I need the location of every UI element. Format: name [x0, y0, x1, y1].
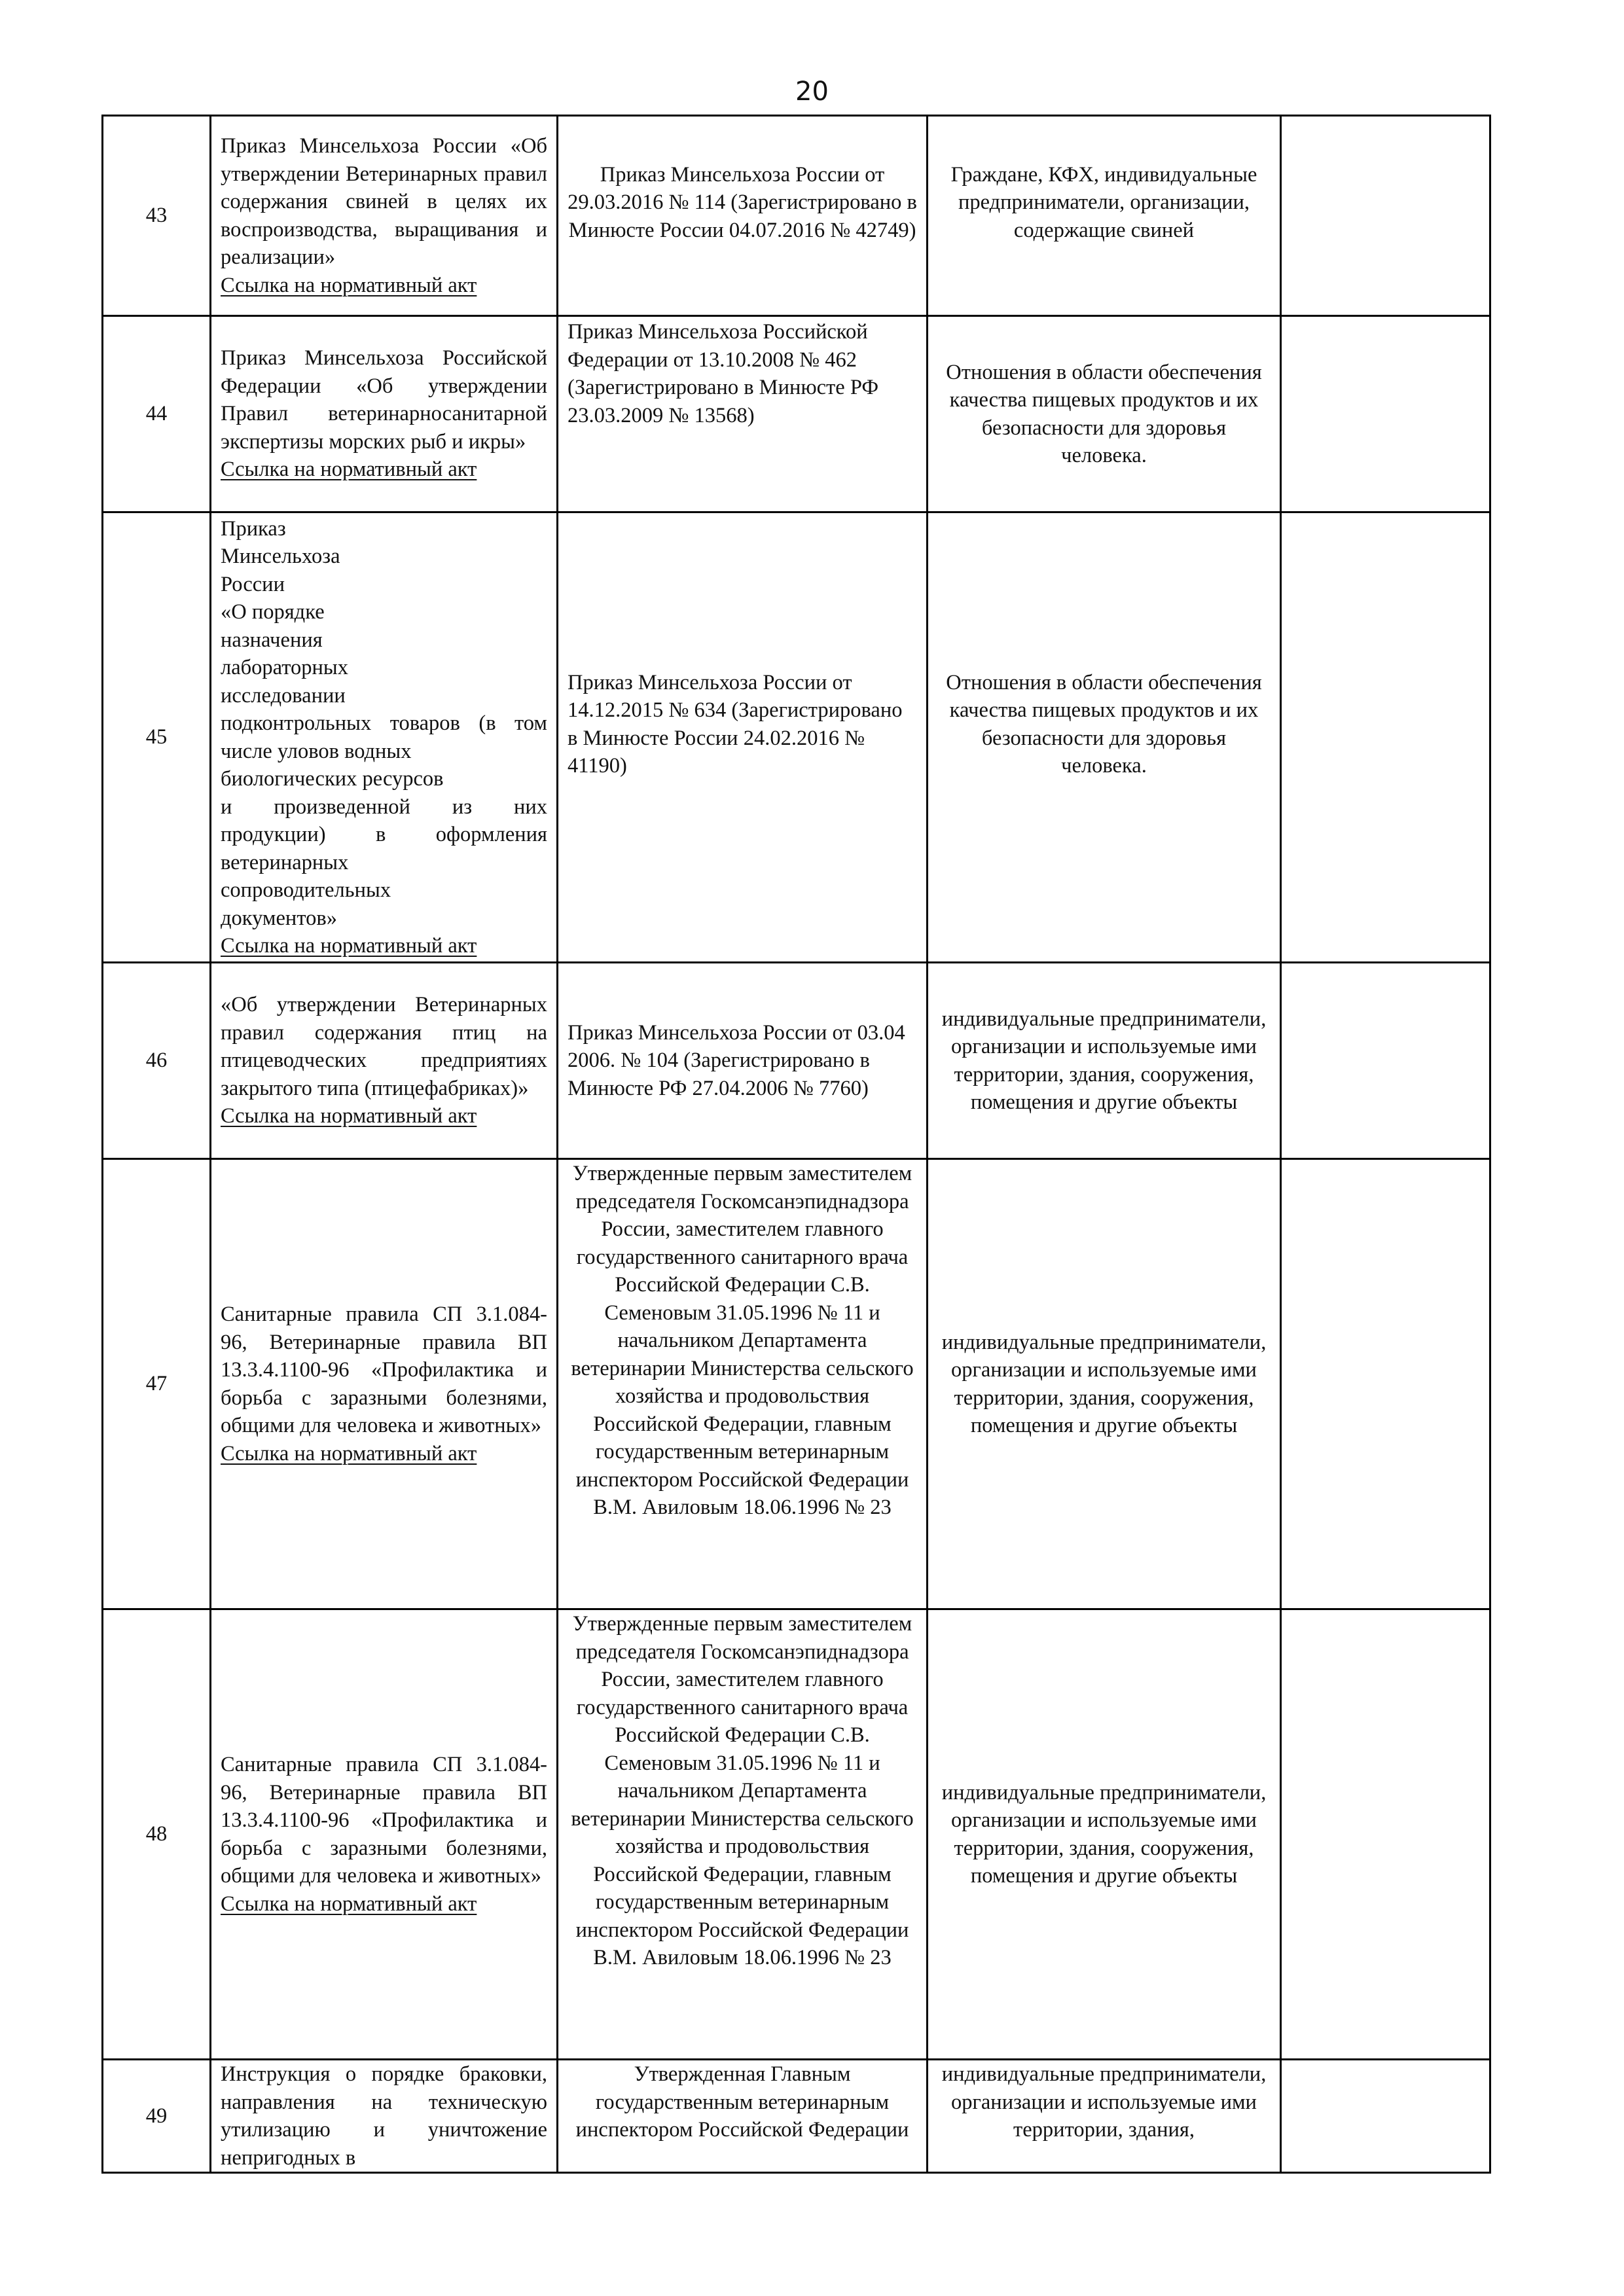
act-extra: [1281, 1609, 1490, 2060]
act-name-cell: [211, 963, 558, 1159]
table-row: [103, 963, 1490, 1159]
act-name: «Об утверждении Ветеринарных правил содержания птиц на птицеводческих предприятиях закрытого типа (птицефабриках)»: [221, 993, 547, 1100]
act-extra: [1281, 1159, 1490, 1609]
row-number: 49: [103, 2060, 211, 2173]
act-link[interactable]: Ссылка на нормативный акт: [221, 1104, 477, 1128]
act-link[interactable]: Ссылка на нормативный акт: [221, 934, 477, 958]
act-requisites: Утвержденные первым заместителем председателя Госкомсанэпиднадзора России, заместителем главного государственного санитарного врача Российской Федерации С.В. Семеновым 31.05.1996 № 11 и начальником Департамента ветеринарии Министерства сельского хозяйства и продовольствия Российской Федерации, главным государственным ветеринарным инспектором Российской Федерации В.М. Авиловым 18.06.1996 № 23: [558, 1609, 928, 2060]
table-row: [103, 2060, 1490, 2173]
act-extra: [1281, 2060, 1490, 2173]
table-row: [103, 316, 1490, 512]
act-extra: [1281, 316, 1490, 512]
act-subjects: индивидуальные предприниматели, организации и используемые ими территории, здания,: [928, 2060, 1281, 2173]
row-number: 46: [103, 963, 211, 1159]
act-name: Санитарные правила СП 3.1.084-96, Ветеринарные правила ВП 13.3.4.1100-96 «Профилактика и борьба с заразными болезнями, общими для человека и животных»: [221, 1753, 547, 1888]
act-name: Приказ Минсельхоза Российской Федерации «Об утверждении Правил ветеринарносанитарной экспертизы морских рыб и икры»: [221, 346, 547, 454]
act-subjects: Отношения в области обеспечения качества пищевых продуктов и их безопасности для здоровья человека.: [928, 512, 1281, 963]
table-row: [103, 1159, 1490, 1609]
act-name-cell: [211, 1609, 558, 2060]
act-requisites: Утвержденная Главным государственным ветеринарным инспектором Российской Федерации: [558, 2060, 928, 2173]
table-row: [103, 512, 1490, 963]
row-number: 44: [103, 316, 211, 512]
act-subjects: индивидуальные предприниматели, организации и используемые ими территории, здания, сооружения, помещения и другие объекты: [928, 963, 1281, 1159]
act-requisites: Приказ Минсельхоза России от 14.12.2015 № 634 (Зарегистрировано в Минюсте России 24.02.2016 № 41190): [558, 512, 928, 963]
row-number: 47: [103, 1159, 211, 1609]
act-name-cell: [211, 512, 558, 963]
act-subjects: Отношения в области обеспечения качества пищевых продуктов и их безопасности для здоровья человека.: [928, 316, 1281, 512]
act-requisites: Приказ Минсельхоза России от 03.04 2006. № 104 (Зарегистрировано в Минюсте РФ 27.04.2006 № 7760): [558, 963, 928, 1159]
act-link[interactable]: Ссылка на нормативный акт: [221, 1892, 477, 1916]
row-number: 45: [103, 512, 211, 963]
act-name: Приказ Минсельхоза России «Об утверждении Ветеринарных правил содержания свиней в целях их воспроизводства, выращивания и реализации»: [221, 134, 547, 269]
act-subjects: индивидуальные предприниматели, организации и используемые ими территории, здания, сооружения, помещения и другие объекты: [928, 1609, 1281, 2060]
table-row: [103, 1609, 1490, 2060]
act-name: Приказ Минсельхоза России «О порядке назначения лабораторных исследовании подконтрольных товаров (в том числе уловов водных биологических ресурсов и произведенной из них продукции) в оформления ветеринарных сопроводительных документов»: [221, 516, 547, 930]
regulatory-acts-table: [101, 115, 1491, 2174]
page-number: 20: [795, 77, 829, 107]
act-name-cell: [211, 2060, 558, 2173]
act-name: Санитарные правила СП 3.1.084-96, Ветеринарные правила ВП 13.3.4.1100-96 «Профилактика и борьба с заразными болезнями, общими для человека и животных»: [221, 1302, 547, 1437]
act-name-cell: [211, 316, 558, 512]
act-name-cell: [211, 1159, 558, 1609]
act-name: Инструкция о порядке браковки, направления на техническую утилизацию и уничтожение непригодных в: [221, 2062, 547, 2170]
act-link[interactable]: Ссылка на нормативный акт: [221, 457, 477, 482]
row-number: 48: [103, 1609, 211, 2060]
row-number: 43: [103, 116, 211, 316]
act-subjects: индивидуальные предприниматели, организации и используемые ими территории, здания, сооружения, помещения и другие объекты: [928, 1159, 1281, 1609]
act-extra: [1281, 963, 1490, 1159]
act-requisites: Приказ Минсельхоза России от 29.03.2016 № 114 (Зарегистрировано в Минюсте России 04.07.2016 № 42749): [558, 116, 928, 316]
act-link[interactable]: Ссылка на нормативный акт: [221, 1441, 477, 1465]
act-extra: [1281, 116, 1490, 316]
table-row: [103, 116, 1490, 316]
act-extra: [1281, 512, 1490, 963]
act-requisites: Утвержденные первым заместителем председателя Госкомсанэпиднадзора России, заместителем главного государственного санитарного врача Российской Федерации С.В. Семеновым 31.05.1996 № 11 и начальником Департамента ветеринарии Министерства сельского хозяйства и продовольствия Российской Федерации, главным государственным ветеринарным инспектором Российской Федерации В.М. Авиловым 18.06.1996 № 23: [558, 1159, 928, 1609]
act-requisites: Приказ Минсельхоза Российской Федерации от 13.10.2008 № 462 (Зарегистрировано в Минюсте РФ 23.03.2009 № 13568): [558, 316, 928, 512]
act-link[interactable]: Ссылка на нормативный акт: [221, 273, 477, 297]
act-name-cell: [211, 116, 558, 316]
act-subjects: Граждане, КФХ, индивидуальные предприниматели, организации, содержащие свиней: [928, 116, 1281, 316]
